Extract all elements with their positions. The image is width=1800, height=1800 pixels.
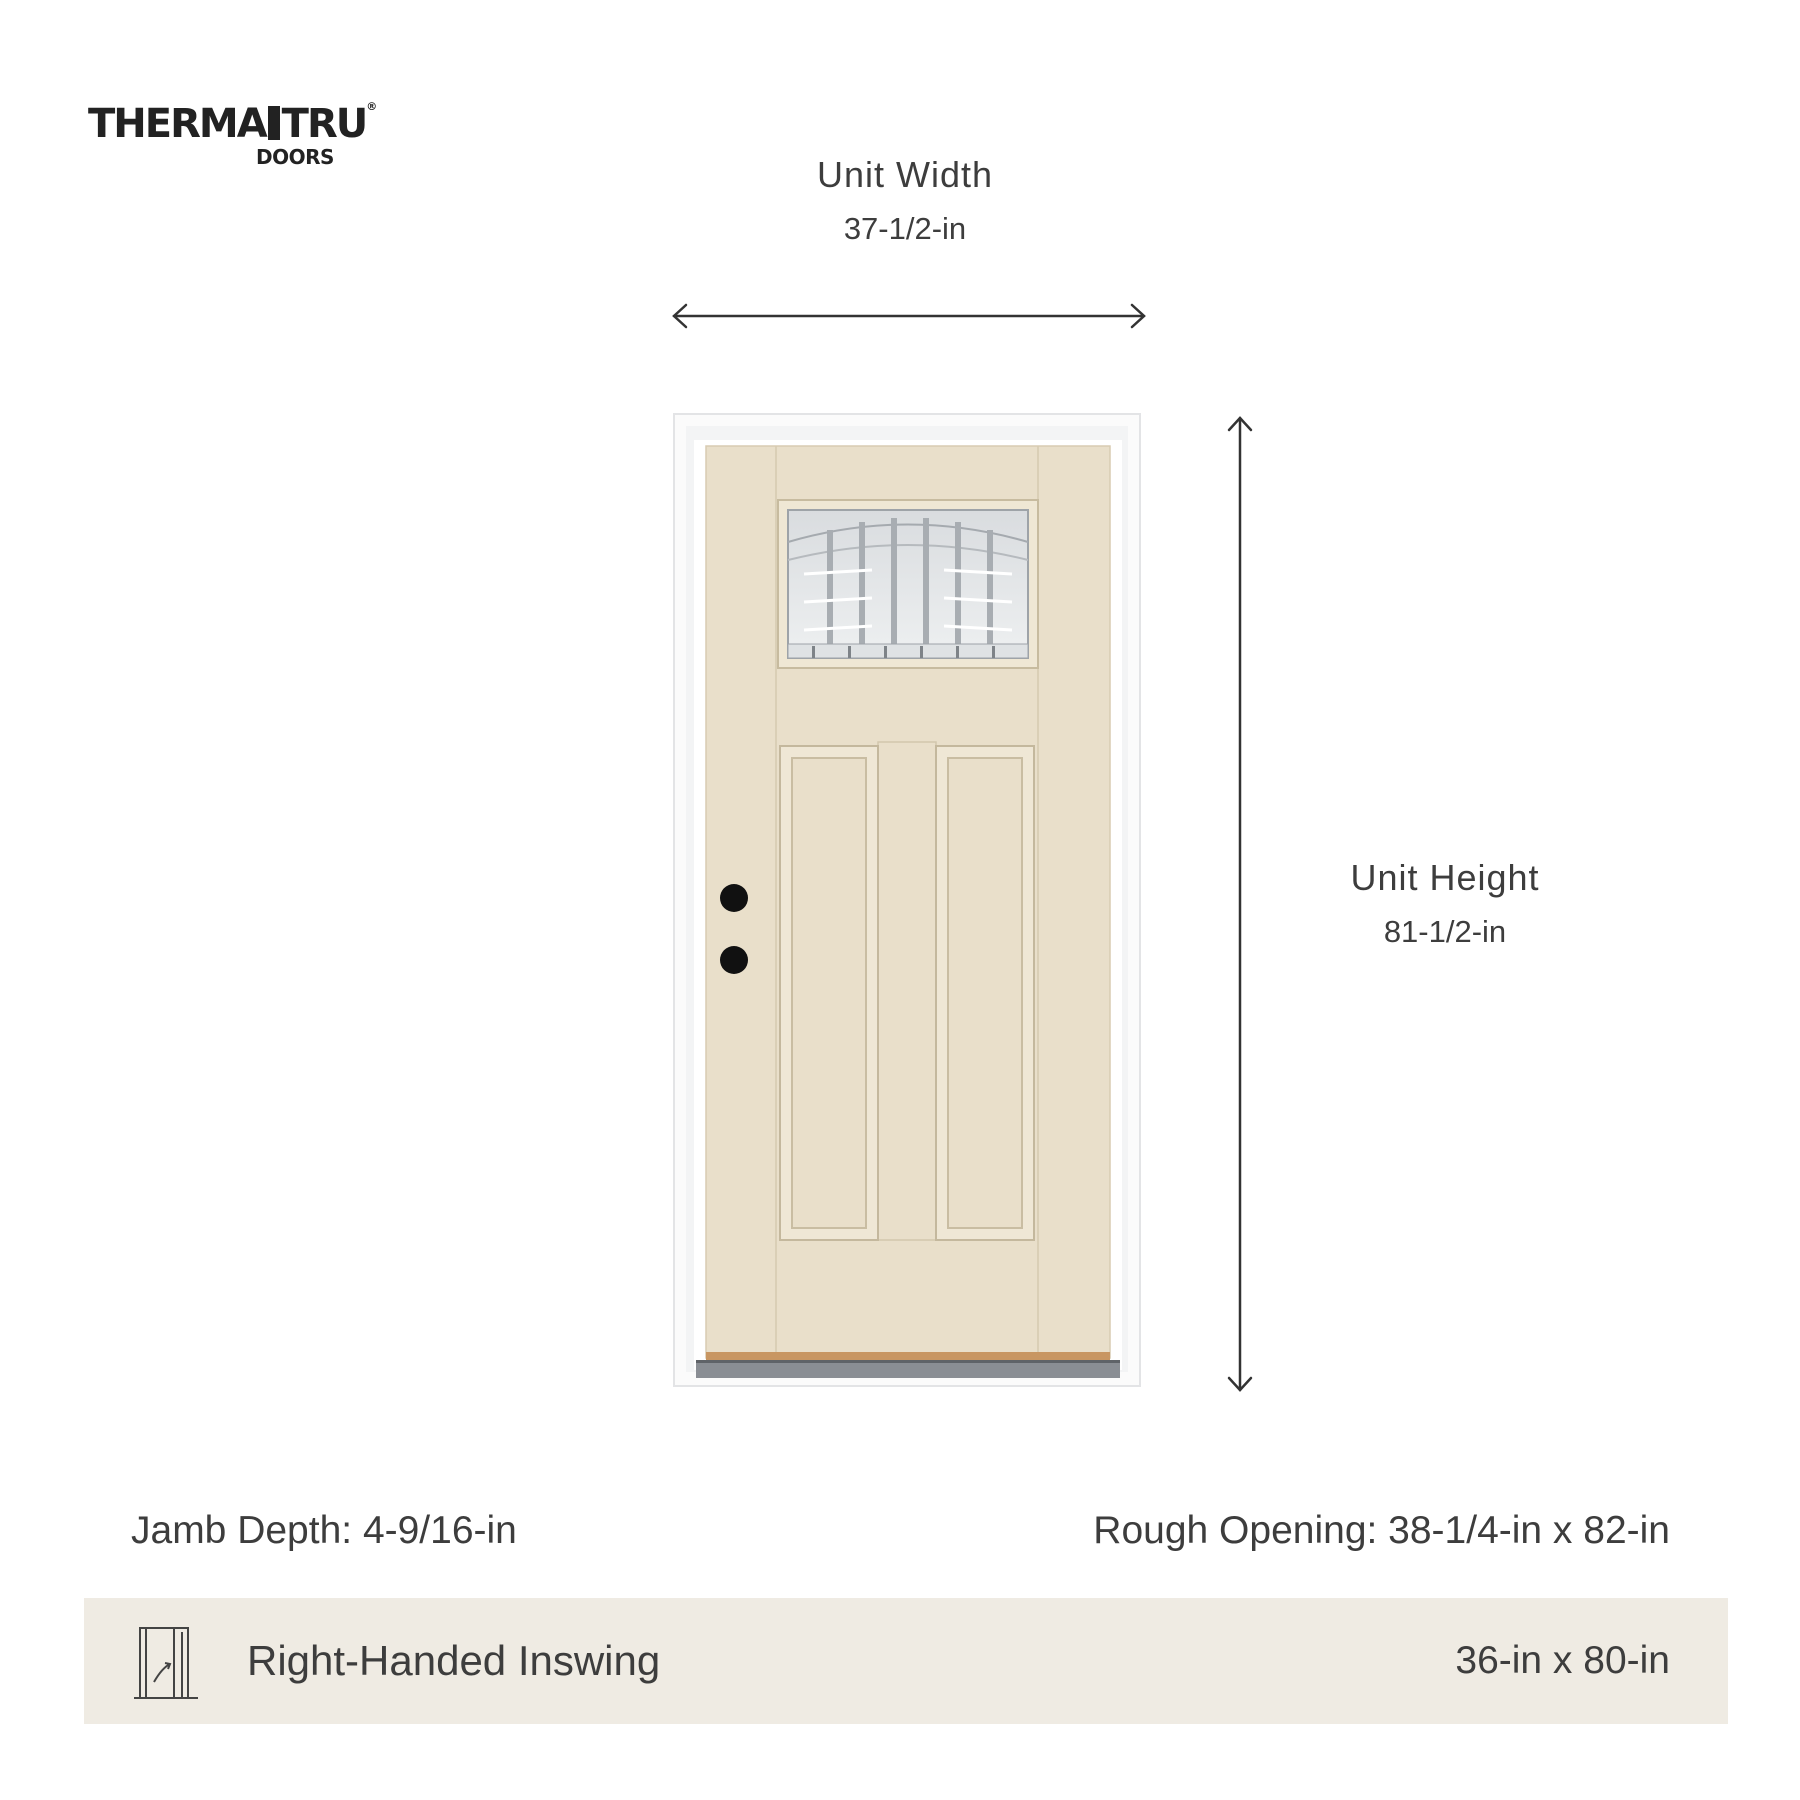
door-size: 36-in x 80-in	[1455, 1639, 1670, 1682]
width-arrow	[674, 305, 1144, 327]
height-arrow	[1229, 418, 1251, 1390]
logo-doors: DOORS	[256, 145, 334, 169]
handing-label: Right-Handed Inswing	[247, 1637, 661, 1684]
door-swing-icon	[132, 1624, 200, 1700]
unit-width-label: Unit Width	[816, 154, 994, 195]
deadbolt-bore	[720, 946, 748, 974]
logo-therma: THERMA	[88, 101, 266, 147]
unit-height-value: 81-1/2-in	[1383, 914, 1507, 949]
unit-height-label: Unit Height	[1350, 857, 1540, 898]
logo-registered-mark: ®	[366, 100, 378, 113]
door-illustration	[672, 412, 1144, 1388]
rough-opening: Rough Opening: 38-1/4-in x 82-in	[1093, 1509, 1670, 1552]
lockset-bore	[720, 884, 748, 912]
jamb-depth: Jamb Depth: 4-9/16-in	[131, 1509, 517, 1552]
logo-tru: TRU	[281, 101, 367, 147]
left-panel	[780, 746, 878, 1240]
right-panel	[936, 746, 1034, 1240]
threshold-wood	[706, 1352, 1110, 1360]
glass-lite	[778, 500, 1038, 668]
unit-width-value: 37-1/2-in	[843, 211, 967, 246]
